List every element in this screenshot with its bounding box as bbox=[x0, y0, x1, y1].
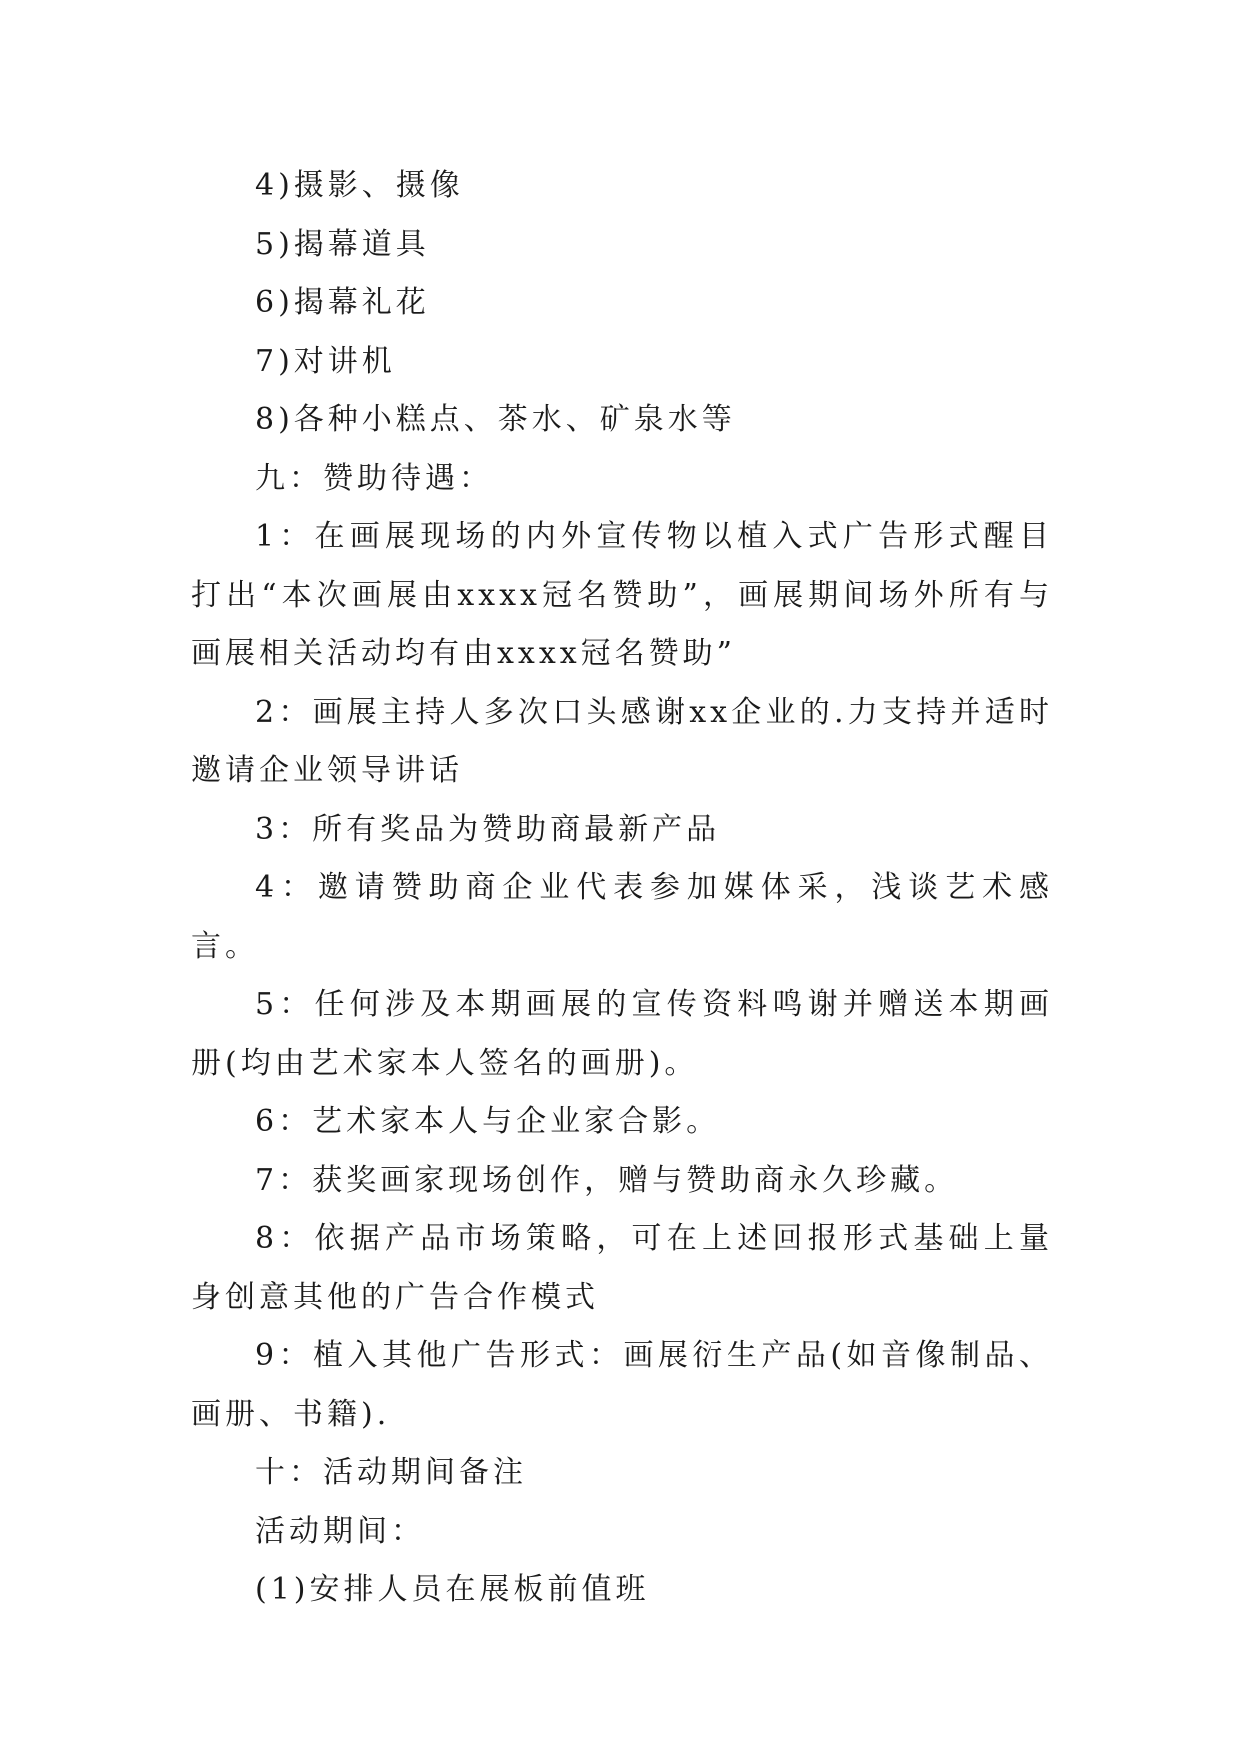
sponsorship-item-6: 6：艺术家本人与企业家合影。 bbox=[255, 1104, 721, 1139]
section-heading-notes: 十：活动期间备注 bbox=[255, 1455, 527, 1490]
list-item-unveiling-props: 5)揭幕道具 bbox=[255, 226, 430, 262]
sponsorship-item-8: 8：依据产品市场策略，可在上述回报形式基础上量身创意其他的广告合作模式 bbox=[191, 1221, 1053, 1315]
list-item-photography: 4)摄影、摄像 bbox=[255, 168, 464, 203]
notes-item-1: (1)安排人员在展板前值班 bbox=[255, 1572, 650, 1607]
sponsorship-item-4: 4：邀请赞助商企业代表参加媒体采，浅谈艺术感言。 bbox=[191, 870, 1053, 964]
list-item-walkie-talkie: 7)对讲机 bbox=[255, 343, 396, 379]
sponsorship-item-7: 7：获奖画家现场创作，赠与赞助商永久珍藏。 bbox=[255, 1162, 959, 1198]
sponsorship-item-1: 1：在画展现场的内外宣传物以植入式广告形式醒目打出“本次画展由xxxx冠名赞助”，画展期间场外所有与画展相关活动均有由xxxx冠名赞助” bbox=[191, 519, 1053, 671]
list-item-unveiling-flowers: 6)揭幕礼花 bbox=[255, 285, 430, 320]
notes-subheading: 活动期间： bbox=[255, 1513, 425, 1549]
list-item-refreshments: 8)各种小糕点、茶水、矿泉水等 bbox=[255, 402, 736, 437]
sponsorship-item-5: 5：任何涉及本期画展的宣传资料鸣谢并赠送本期画册(均由艺术家本人签名的画册)。 bbox=[191, 987, 1053, 1081]
section-heading-sponsorship: 九：赞助待遇： bbox=[255, 460, 493, 496]
sponsorship-item-9: 9：植入其他广告形式：画展衍生产品(如音像制品、画册、书籍). bbox=[191, 1338, 1053, 1432]
sponsorship-item-2: 2：画展主持人多次口头感谢xx企业的.力支持并适时邀请企业领导讲话 bbox=[191, 694, 1053, 788]
sponsorship-item-3: 3：所有奖品为赞助商最新产品 bbox=[255, 811, 721, 847]
document-body bbox=[191, 157, 1053, 1620]
